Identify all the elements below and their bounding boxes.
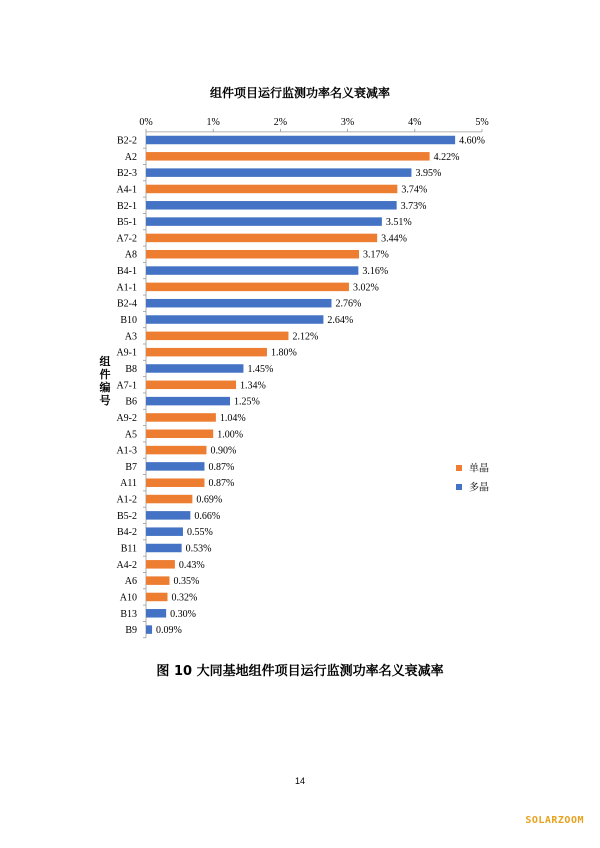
bar-b6 xyxy=(146,397,230,406)
legend-label-mono: 单晶 xyxy=(469,463,489,475)
category-label: B4-1 xyxy=(117,266,137,278)
category-label: B4-2 xyxy=(117,527,137,539)
category-label: A1-2 xyxy=(116,494,137,506)
figure-caption: 图 10 大同基地组件项目运行监测功率名义衰减率 xyxy=(156,664,444,679)
category-label: A6 xyxy=(124,576,137,588)
value-label: 0.35% xyxy=(173,576,200,588)
value-label: 1.45% xyxy=(247,363,274,375)
x-tick-label: 1% xyxy=(206,116,220,128)
bar-b5-2 xyxy=(146,511,190,520)
value-label: 3.51% xyxy=(385,217,412,229)
value-label: 1.80% xyxy=(270,347,297,359)
category-label: B7 xyxy=(125,461,137,473)
bar-a9-1 xyxy=(146,348,267,357)
value-label: 0.43% xyxy=(178,559,205,571)
category-label: A11 xyxy=(120,478,137,490)
bar-b11 xyxy=(146,544,182,553)
category-label: B8 xyxy=(125,363,137,375)
bar-a6 xyxy=(146,576,170,585)
value-label: 3.17% xyxy=(363,249,389,261)
bar-b7 xyxy=(146,462,204,471)
value-label: 1.34% xyxy=(240,380,266,392)
bar-b2-3 xyxy=(146,168,411,177)
category-label: B9 xyxy=(125,625,137,637)
bar-a7-1 xyxy=(146,381,236,390)
value-label: 1.04% xyxy=(219,412,246,424)
value-label: 2.12% xyxy=(292,331,319,343)
category-label: A10 xyxy=(119,592,137,604)
legend-label-multi: 多晶 xyxy=(469,482,489,494)
bar-a8 xyxy=(146,250,359,258)
category-label: B2-4 xyxy=(117,298,137,310)
value-label: 0.69% xyxy=(196,494,223,506)
category-label: B5-1 xyxy=(117,217,137,229)
bar-a10 xyxy=(146,593,168,602)
bar-a4-1 xyxy=(146,185,397,194)
value-label: 0.53% xyxy=(185,543,212,555)
category-label: A9-1 xyxy=(116,347,137,359)
bar-a2 xyxy=(146,152,430,161)
value-label: 0.30% xyxy=(170,608,197,620)
category-label: B11 xyxy=(120,543,137,555)
value-label: 0.66% xyxy=(194,510,221,522)
chart-title: 组件项目运行监测功率名义衰减率 xyxy=(209,86,390,100)
bar-b9 xyxy=(146,625,152,634)
bar-b10 xyxy=(146,315,323,324)
x-tick-label: 5% xyxy=(475,116,489,128)
bar-b5-1 xyxy=(146,217,382,226)
value-label: 0.87% xyxy=(208,461,235,473)
bar-a9-2 xyxy=(146,413,216,422)
category-label: A8 xyxy=(124,249,137,261)
value-label: 3.95% xyxy=(415,168,442,180)
bar-b8 xyxy=(146,364,243,373)
bar-a3 xyxy=(146,332,288,341)
category-label: A9-2 xyxy=(116,412,137,424)
x-tick-label: 2% xyxy=(273,116,288,128)
value-label: 0.87% xyxy=(208,478,235,490)
x-tick-label: 4% xyxy=(408,116,422,128)
value-label: 3.16% xyxy=(362,266,389,278)
bar-b4-1 xyxy=(146,266,358,275)
value-label: 4.22% xyxy=(433,151,460,163)
value-label: 0.55% xyxy=(186,527,213,539)
category-label: B13 xyxy=(120,608,137,620)
y-axis-label: 组件编号 xyxy=(99,355,111,407)
category-label: B2-3 xyxy=(117,168,137,180)
bar-a1-2 xyxy=(146,495,192,504)
legend-swatch-multi xyxy=(456,484,462,490)
bar-b2-2 xyxy=(146,136,455,145)
bar-b13 xyxy=(146,609,166,618)
value-label: 3.02% xyxy=(352,282,379,294)
category-label: A7-2 xyxy=(116,233,137,245)
bar-a4-2 xyxy=(146,560,175,569)
bar-a1-1 xyxy=(146,283,349,292)
x-tick-label: 0% xyxy=(139,116,153,128)
category-label: A3 xyxy=(124,331,137,343)
value-label: 2.64% xyxy=(327,315,354,327)
category-label: B10 xyxy=(120,315,137,327)
bar-b4-2 xyxy=(146,527,183,536)
value-label: 1.00% xyxy=(217,429,244,441)
category-label: A2 xyxy=(124,151,137,163)
category-label: B2-1 xyxy=(117,200,137,212)
category-label: B6 xyxy=(125,396,137,408)
bar-a11 xyxy=(146,478,204,487)
legend-swatch-mono xyxy=(456,465,462,471)
page-number: 14 xyxy=(294,776,305,786)
watermark-logo: SOLARZOOM xyxy=(525,815,584,826)
value-label: 3.74% xyxy=(401,184,428,196)
bar-b2-1 xyxy=(146,201,397,210)
category-label: A7-1 xyxy=(116,380,137,392)
value-label: 4.60% xyxy=(459,135,485,147)
bar-a1-3 xyxy=(146,446,206,455)
category-label: A1-3 xyxy=(116,445,137,457)
value-label: 3.73% xyxy=(400,200,427,212)
value-label: 2.76% xyxy=(335,298,362,310)
category-label: A4-2 xyxy=(116,559,137,571)
bar-a7-2 xyxy=(146,234,377,243)
category-label: A4-1 xyxy=(116,184,137,196)
category-label: A5 xyxy=(124,429,137,441)
category-label: A1-1 xyxy=(116,282,137,294)
value-label: 0.09% xyxy=(156,625,182,637)
value-label: 0.90% xyxy=(210,445,237,457)
value-label: 3.44% xyxy=(381,233,408,245)
x-tick-label: 3% xyxy=(340,116,355,128)
bar-b2-4 xyxy=(146,299,331,308)
category-label: B2-2 xyxy=(117,135,137,147)
value-label: 0.32% xyxy=(171,592,198,604)
bar-a5 xyxy=(146,430,213,439)
value-label: 1.25% xyxy=(234,396,260,408)
category-label: B5-2 xyxy=(117,510,137,522)
